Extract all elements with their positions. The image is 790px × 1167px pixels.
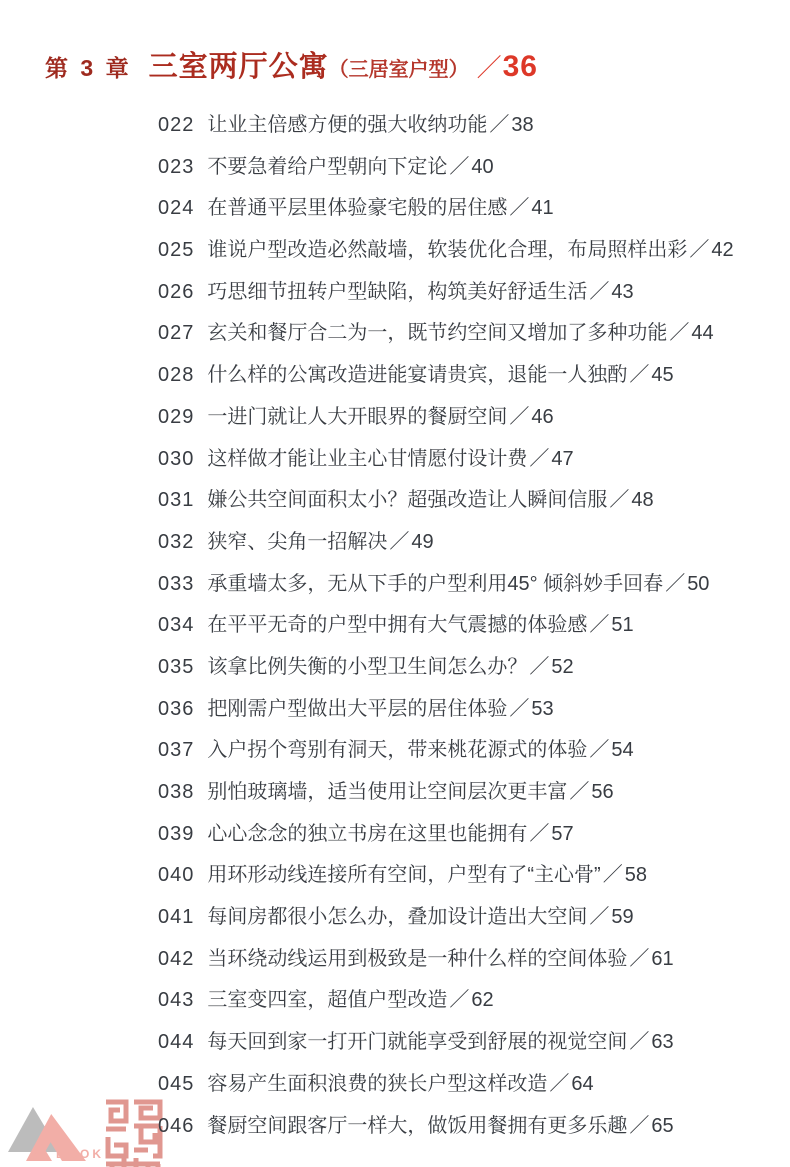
toc-item-page: 62 [471, 989, 494, 1012]
toc-item-separator: ／ [589, 739, 610, 762]
chapter-title [149, 44, 538, 85]
toc-item-separator: ／ [629, 1114, 650, 1137]
toc-item-page: 53 [531, 697, 554, 720]
toc-item-number: 042 [158, 947, 195, 970]
toc-item-title: 每天回到家一打开门就能享受到舒展的视觉空间 [207, 1031, 628, 1054]
toc-item-title: 在普通平层里体验豪宅般的居住感 [207, 197, 508, 220]
toc-item-number: 044 [158, 1031, 195, 1054]
toc-item-number: 045 [158, 1072, 195, 1095]
toc-item-page: 58 [624, 864, 647, 887]
toc-item-page: 43 [611, 280, 634, 303]
toc-item-page: 45 [651, 364, 674, 387]
toc-item-title: 这样做才能让业主心甘情愿付设计费 [207, 447, 528, 470]
toc-item-number: 041 [158, 906, 195, 929]
toc-item [158, 522, 734, 564]
toc-item [158, 897, 734, 939]
toc-item [158, 564, 734, 606]
toc-item-page: 41 [531, 197, 554, 220]
toc-item-number: 037 [158, 739, 195, 762]
toc-item-page: 47 [551, 447, 574, 470]
toc-item-number: 032 [158, 530, 195, 553]
toc-item-title: 玄关和餐厅合二为一，既节约空间又增加了多种功能 [207, 322, 668, 345]
toc-item-page: 63 [651, 1031, 674, 1054]
toc-item-separator: ／ [529, 822, 550, 845]
toc-item-title: 该拿比例失衡的小型卫生间怎么办？ [207, 655, 528, 678]
toc-item-number: 034 [158, 614, 195, 637]
toc-item [158, 230, 734, 272]
toc-item-separator: ／ [549, 1072, 570, 1095]
toc-item-number: 036 [158, 697, 195, 720]
toc-item-separator: ／ [602, 864, 623, 887]
toc-item-number: 026 [158, 280, 195, 303]
toc-item-page: 44 [691, 322, 714, 345]
toc-item-title: 一进门就让人大开眼界的餐厨空间 [207, 405, 508, 428]
toc-item [158, 439, 734, 481]
toc-item-page: 42 [711, 239, 734, 262]
toc-item-number: 022 [158, 114, 195, 136]
logo-book-text: BOOK [56, 1147, 104, 1161]
toc-item-number: 028 [158, 364, 195, 387]
publisher-logo-watermark [6, 1103, 104, 1163]
chapter-title-text: 三室两厅公寓 [148, 51, 329, 83]
toc-item-number: 027 [158, 322, 195, 345]
toc-item-number: 040 [158, 864, 195, 887]
toc-item-separator: ／ [449, 155, 470, 178]
toc-item-separator: ／ [509, 697, 530, 720]
toc-item-page: 54 [611, 739, 634, 762]
toc-item [158, 855, 734, 897]
toc-item [158, 689, 734, 731]
toc-item-title: 别怕玻璃墙，适当使用让空间层次更丰富 [207, 781, 568, 803]
toc-item-page: 49 [411, 530, 434, 553]
toc-item [158, 105, 734, 147]
toc-item-separator: ／ [629, 947, 650, 970]
toc-item-title: 用环形动线连接所有空间，户型有了“主心骨” [207, 864, 601, 887]
toc-item-number: 029 [158, 405, 195, 428]
toc-item [158, 313, 734, 355]
toc-item-title: 承重墙太多，无从下手的户型利用45° 倾斜妙手回春 [207, 572, 664, 595]
toc-item-page: 40 [471, 155, 494, 178]
toc-item [158, 980, 734, 1022]
toc-item-page: 59 [611, 906, 634, 929]
toc-item [158, 480, 734, 522]
toc-item-separator: ／ [629, 364, 650, 387]
toc-item-number: 038 [158, 781, 195, 803]
toc-item-number: 025 [158, 239, 195, 262]
toc-item-page: 57 [551, 822, 574, 845]
toc-item-title: 把刚需户型做出大平层的居住体验 [207, 697, 508, 720]
toc-item-title: 嫌公共空间面积太小？超强改造让人瞬间信服 [207, 489, 608, 512]
toc-item-separator: ／ [529, 447, 550, 470]
toc-item-number: 030 [158, 447, 195, 470]
toc-item-number: 043 [158, 989, 195, 1012]
toc-item [158, 647, 734, 689]
toc-item-separator: ／ [529, 655, 550, 678]
toc-item-title: 心心念念的独立书房在这里也能拥有 [207, 822, 528, 845]
toc-item-separator: ／ [569, 781, 590, 803]
toc-item-title: 谁说户型改造必然敲墙，软装优化合理，布局照样出彩 [207, 239, 688, 262]
toc-item-separator: ／ [509, 197, 530, 220]
toc-item-separator: ／ [589, 280, 610, 303]
toc-item [158, 355, 734, 397]
toc-item [158, 147, 734, 189]
toc-item-title: 在平平无奇的户型中拥有大气震撼的体验感 [207, 614, 588, 637]
toc-item-separator: ／ [449, 989, 470, 1012]
toc-item-page: 52 [551, 655, 574, 678]
chapter-start-page: 36 [502, 50, 538, 83]
toc-item-page: 46 [531, 405, 554, 428]
toc-item [158, 397, 734, 439]
toc-item-title: 餐厨空间跟客厅一样大，做饭用餐拥有更多乐趣 [207, 1114, 628, 1137]
toc-item-title: 当环绕动线运用到极致是一种什么样的空间体验 [207, 947, 628, 970]
toc-item [158, 939, 734, 981]
toc-item-page: 64 [571, 1072, 594, 1095]
chapter-subtitle: （三居室户型） [328, 59, 469, 81]
toc-item-separator: ／ [669, 322, 690, 345]
toc-item-page: 61 [651, 947, 674, 970]
toc-item-number: 024 [158, 197, 195, 220]
toc-item-number: 023 [158, 155, 195, 178]
toc-item-number: 039 [158, 822, 195, 845]
toc-item-page: 56 [591, 781, 614, 803]
toc-item-title: 让业主倍感方便的强大收纳功能 [207, 114, 488, 136]
toc-list [158, 105, 734, 1147]
toc-item-page: 38 [511, 114, 534, 136]
toc-item-page: 48 [631, 489, 654, 512]
toc-item-separator: ／ [389, 530, 410, 553]
slash-separator: ／ [476, 54, 503, 82]
toc-item-title: 容易产生面积浪费的狭长户型这样改造 [207, 1072, 548, 1095]
toc-item-separator: ／ [665, 572, 686, 595]
toc-item [158, 730, 734, 772]
toc-item-page: 65 [651, 1114, 674, 1137]
toc-item-title: 入户拐个弯别有洞天，带来桃花源式的体验 [207, 739, 588, 762]
toc-item-separator: ／ [509, 405, 530, 428]
chapter-page-number [477, 51, 538, 83]
toc-item [158, 1022, 734, 1064]
toc-item-page: 51 [611, 614, 634, 637]
toc-item-number: 031 [158, 489, 195, 512]
toc-item-number: 035 [158, 655, 195, 678]
toc-item-title: 三室变四室，超值户型改造 [207, 989, 448, 1012]
toc-item-page: 50 [687, 572, 710, 595]
toc-item-title: 狭窄、尖角一招解决 [207, 530, 388, 553]
chapter-number-label: 第 3 章 [45, 55, 132, 81]
toc-item-number: 033 [158, 572, 195, 595]
toc-item-separator: ／ [629, 1031, 650, 1054]
toc-item-title: 什么样的公寓改造进能宴请贵宾，退能一人独酌 [207, 364, 628, 387]
toc-item [158, 272, 734, 314]
toc-item-separator: ／ [689, 239, 710, 262]
chapter-header [45, 44, 760, 85]
toc-item [158, 1064, 734, 1106]
toc-item-title: 巧思细节扭转户型缺陷，构筑美好舒适生活 [207, 280, 588, 303]
toc-item-separator: ／ [489, 114, 510, 136]
toc-item-separator: ／ [589, 614, 610, 637]
toc-item [158, 1106, 734, 1148]
toc-item [158, 814, 734, 856]
toc-item-separator: ／ [589, 906, 610, 929]
toc-item-number: 046 [158, 1114, 195, 1137]
toc-item-title: 每间房都很小怎么办，叠加设计造出大空间 [207, 906, 588, 929]
maze-seal-icon [103, 1097, 163, 1167]
toc-item [158, 605, 734, 647]
toc-item-title: 不要急着给户型朝向下定论 [207, 155, 448, 178]
toc-item [158, 772, 734, 814]
toc-item [158, 188, 734, 230]
toc-item-separator: ／ [609, 489, 630, 512]
